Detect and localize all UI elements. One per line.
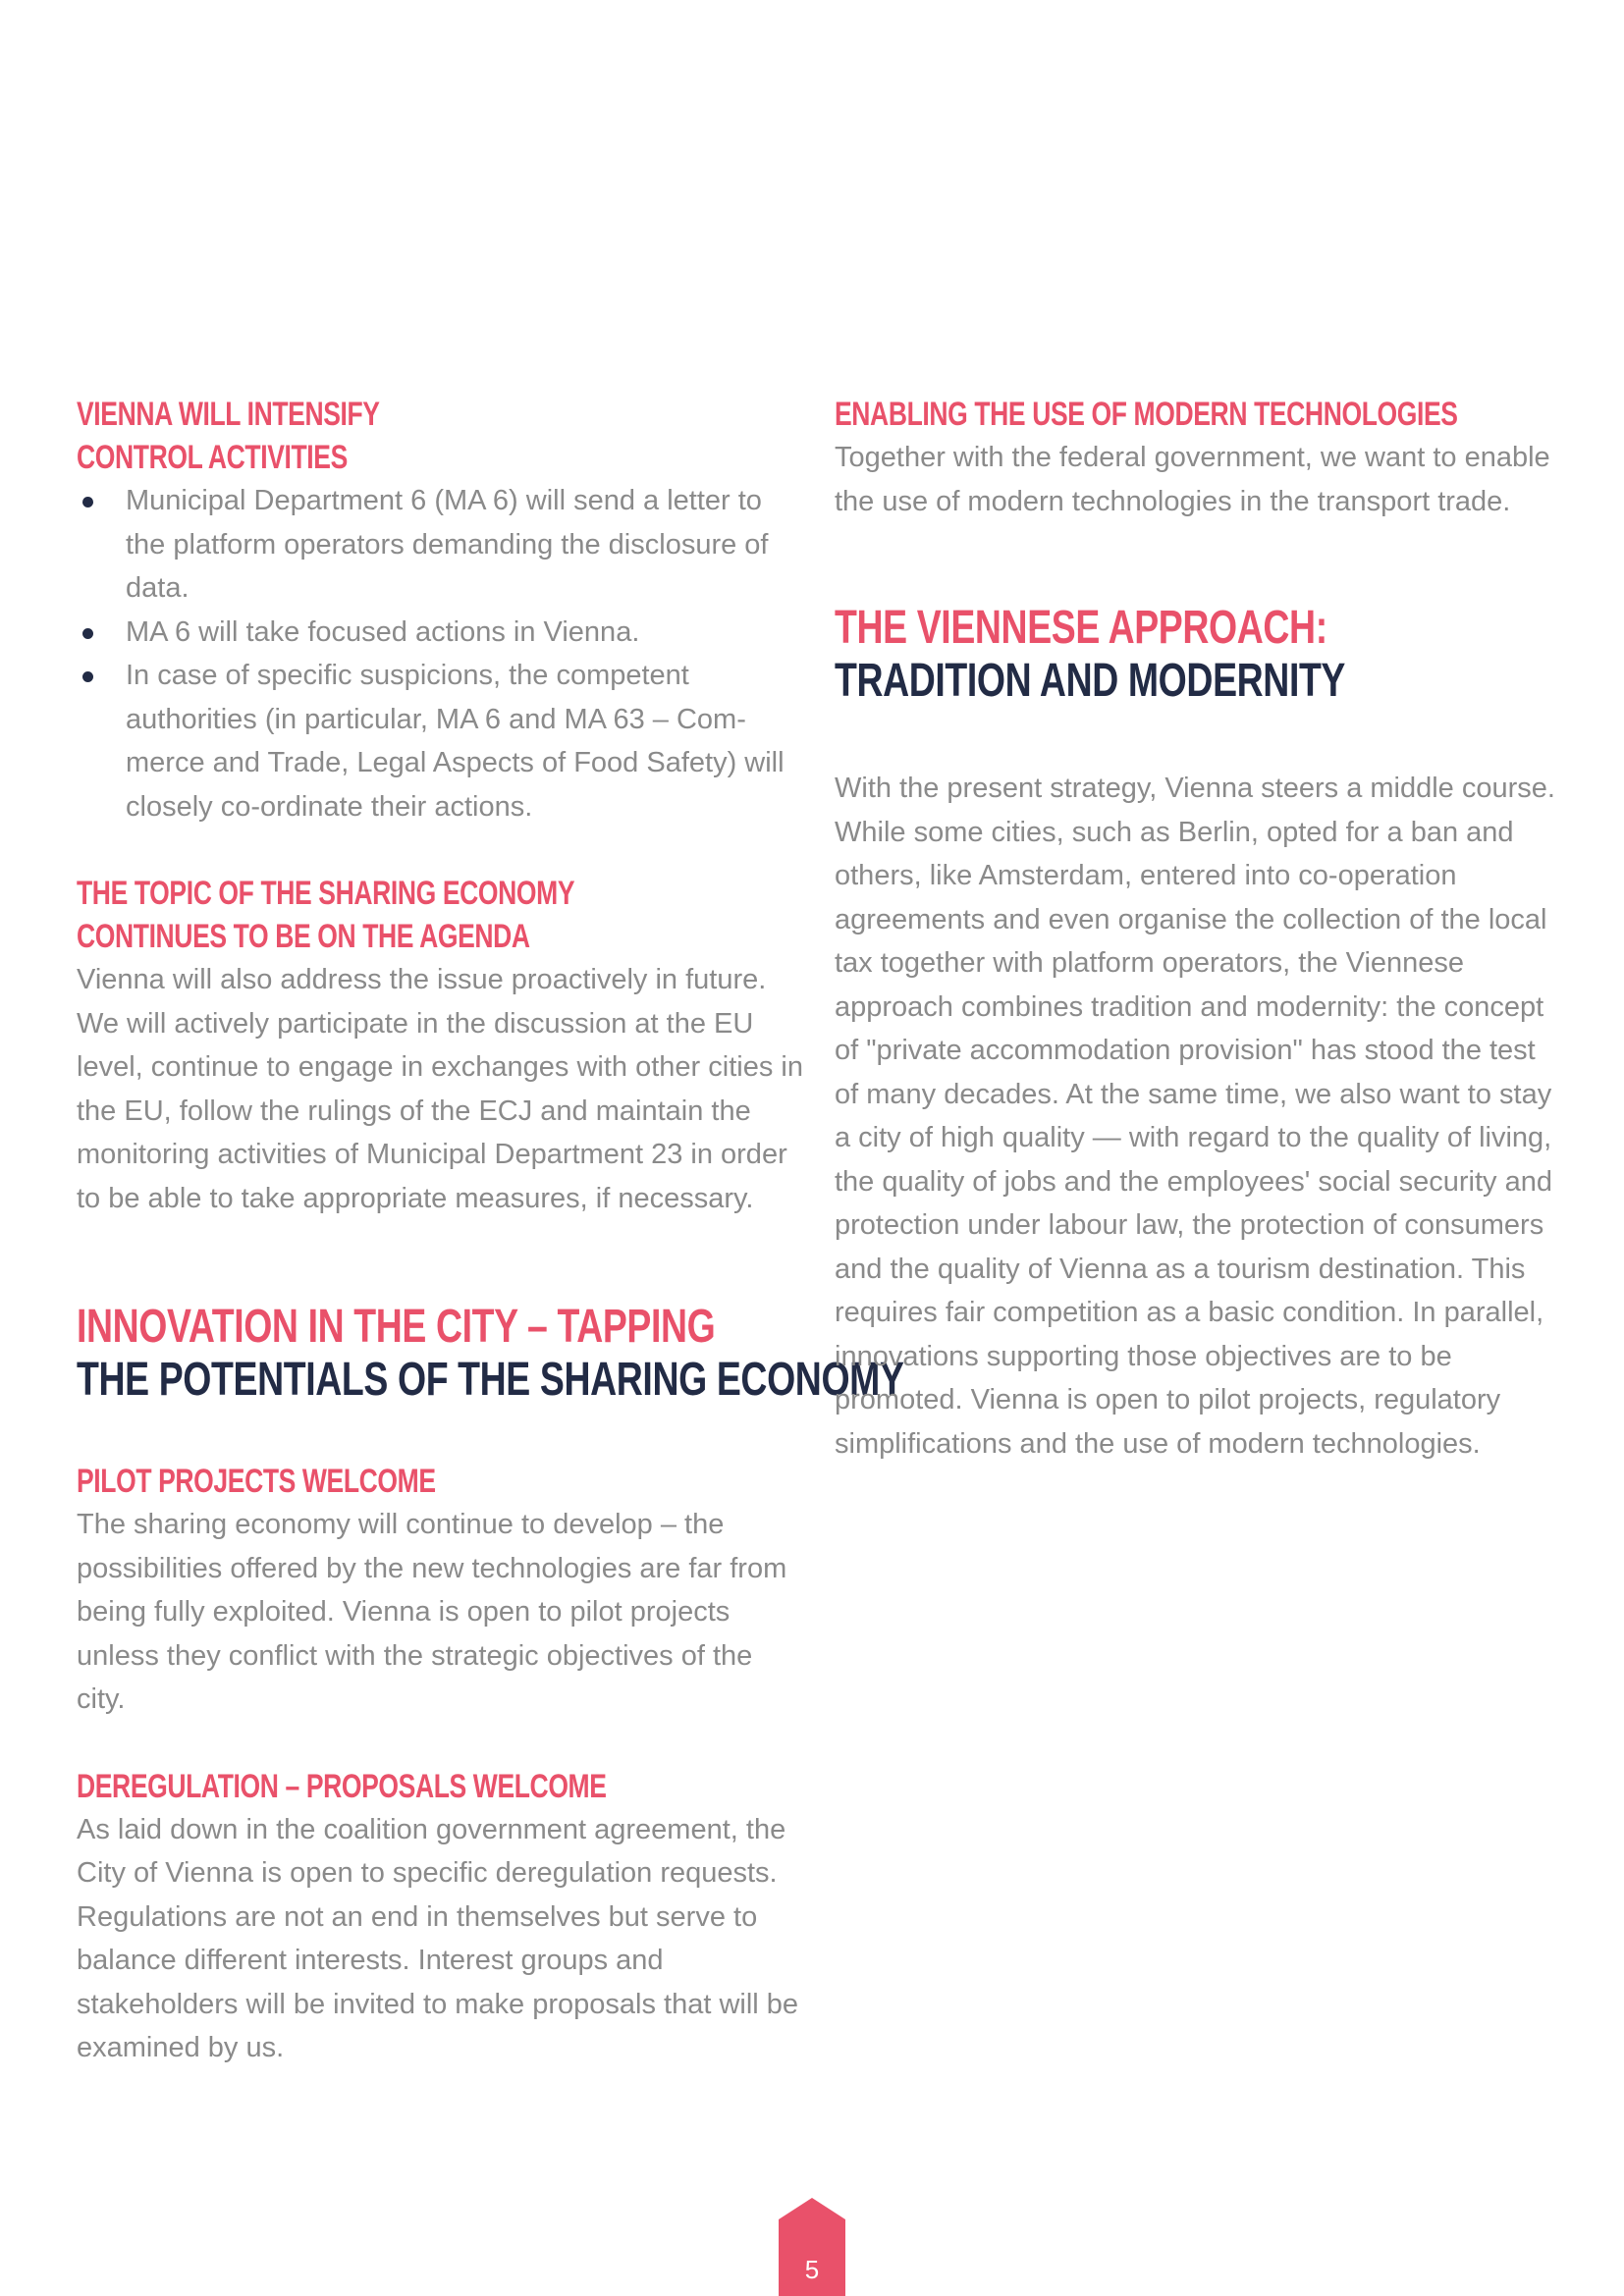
paragraph: Together with the federal government, we want to enable the use of modern technologies in the transport trade. [835, 442, 1550, 517]
bullet-list [77, 479, 803, 828]
list-item: Municipal Department 6 (MA 6) will send a letter to the platform operators demanding the disclosure of data. [77, 479, 803, 611]
section-heading: ENABLING THE USE OF MODERN TECHNOLOGIES [835, 396, 1458, 433]
chapter-heading [835, 602, 1397, 708]
section-heading: THE TOPIC OF THE SHARING ECONOMY [77, 875, 575, 912]
paragraph: With the present strategy, Vienna steers a middle course. While some cities, such as Berlin, opted for a ban and others, like Amsterdam, entered into co-operation agreements and even organise the collection of the local tax together with platform operators, the Viennese approach combines tradition and modernity: the concept of "private accommodation provision" has stood the test of many decades. At the same time, we also want to stay a city of high quality — with regard to the quality of living, the quality of jobs and the employees' social security and protection under labour law, the protection of consumers and the quality of Vienna as a tourism destination. This requires fair competition as a basic condition. In parallel, innovations supporting those objectives are to be promoted. Vienna is open to pilot projects, regulatory simplifications and the use of modern technologies. [835, 773, 1555, 1460]
section-heading: DEREGULATION – PROPOSALS WELCOME [77, 1767, 607, 1805]
section-heading: VIENNA WILL INTENSIFY [77, 396, 380, 433]
section-heading: CONTINUES TO BE ON THE AGENDA [77, 918, 530, 955]
list-item: MA 6 will take focused actions in Vienna. [77, 611, 803, 655]
right-column [835, 393, 1556, 1466]
paragraph: As laid down in the coalition government agreement, the City of Vienna is open to specific deregulation requests. Regulations are not an end in themselves but serve to balance different interests. Interest groups and stakeholders will be invited to make proposals that will be examined by us. [77, 1813, 799, 2063]
section-control-activities [77, 393, 803, 828]
chapter-heading [77, 1301, 904, 1407]
chapter-heading-red: THE VIENNESE APPROACH: [835, 602, 1327, 654]
paragraph: Vienna will also address the issue proactively in future. We will actively participate in the discussion at the EU level, continue to engage in exchanges with other cities in the EU, follow the rulings of the ECJ and maintain the monitoring activities of Municipal Department 23 in order to be able to take appropriate measures, if necessary. [77, 964, 803, 1214]
left-column [77, 393, 904, 2070]
section-deregulation [77, 1765, 803, 2070]
chapter-heading-red: INNOVATION IN THE CITY – TAPPING [77, 1301, 716, 1353]
paragraph: The sharing economy will continue to develop – the possibilities offered by the new technologies are far from being fully exploited. Vienna is open to pilot projects unless they conflict with the strategic objectives of the city. [77, 1509, 787, 1715]
chapter-heading-dark: TRADITION AND MODERNITY [835, 655, 1346, 707]
section-heading: CONTROL ACTIVITIES [77, 439, 348, 476]
section-sharing-agenda [77, 872, 803, 1220]
page-number: 5 [804, 2255, 820, 2284]
chapter-heading-dark: THE POTENTIALS OF THE SHARING ECONOMY [77, 1354, 904, 1406]
list-item: In case of specific suspicions, the competent authorities (in particular, MA 6 and MA 63 – Commerce and Trade, Legal Aspects of Food Safety) will closely co-ordinate their actions. [77, 654, 803, 828]
section-modern-technologies [835, 393, 1556, 523]
section-heading: PILOT PROJECTS WELCOME [77, 1463, 436, 1500]
section-pilot-projects [77, 1460, 803, 1722]
